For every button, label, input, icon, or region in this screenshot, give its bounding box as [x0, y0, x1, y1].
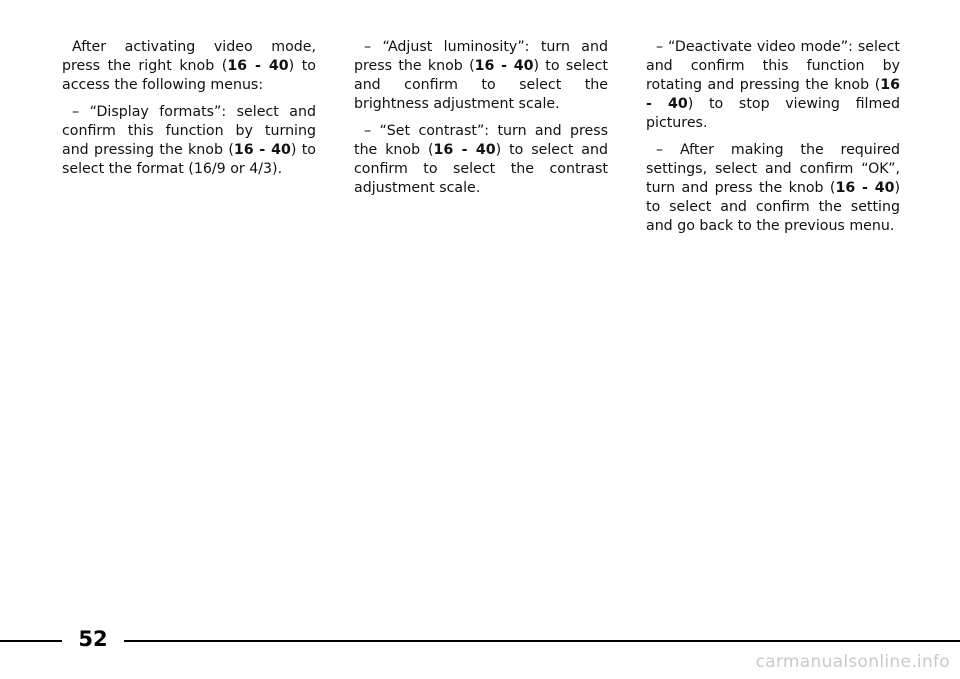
paragraph: [354, 122, 608, 198]
paragraph: [646, 38, 900, 133]
knob-reference: 16 - 40: [474, 58, 534, 74]
paragraph-text: – “Display formats”: select and confirm this function by turning and pressing the knob (: [62, 104, 316, 158]
knob-reference: 16 - 40: [433, 142, 496, 158]
footer-rule-left: [0, 640, 62, 642]
paragraph-text: ) to select and confirm to select the brightness adjustment scale.: [354, 58, 608, 112]
paragraph-text: ) to select and confirm the setting and go back to the previous menu.: [646, 180, 900, 234]
paragraph-text: ) to select the format (16/9 or 4/3).: [62, 142, 316, 177]
paragraph: [646, 141, 900, 236]
paragraph-text: ) to access the following menus:: [62, 58, 316, 93]
text-column-3: [646, 38, 900, 244]
watermark: carmanualsonline.info: [755, 652, 950, 672]
knob-reference: 16 - 40: [646, 77, 900, 112]
paragraph-text: – “Deactivate video mode”: select and confirm this function by rotating and pressing the knob (: [646, 39, 900, 93]
knob-reference: 16 - 40: [227, 58, 289, 74]
paragraph: [354, 38, 608, 114]
paragraph-text: – After making the required settings, select and confirm “OK”, turn and press the knob (: [646, 142, 900, 196]
knob-reference: 16 - 40: [835, 180, 895, 196]
paragraph-text: ) to select and confirm to select the contrast adjustment scale.: [354, 142, 608, 196]
text-column-1: [62, 38, 316, 187]
paragraph: [62, 38, 316, 95]
paragraph-text: – “Set contrast”: turn and press the knob (: [354, 123, 608, 158]
paragraph-text: After activating video mode, press the right knob (: [62, 39, 316, 74]
knob-reference: 16 - 40: [233, 142, 291, 158]
paragraph-text: ) to stop viewing filmed pictures.: [646, 96, 901, 131]
text-column-2: [354, 38, 608, 206]
paragraph-text: – “Adjust luminosity”: turn and press the knob (: [354, 39, 608, 74]
page-number: 52: [78, 627, 108, 651]
paragraph: [62, 103, 316, 179]
footer-rule-right: [124, 640, 960, 642]
